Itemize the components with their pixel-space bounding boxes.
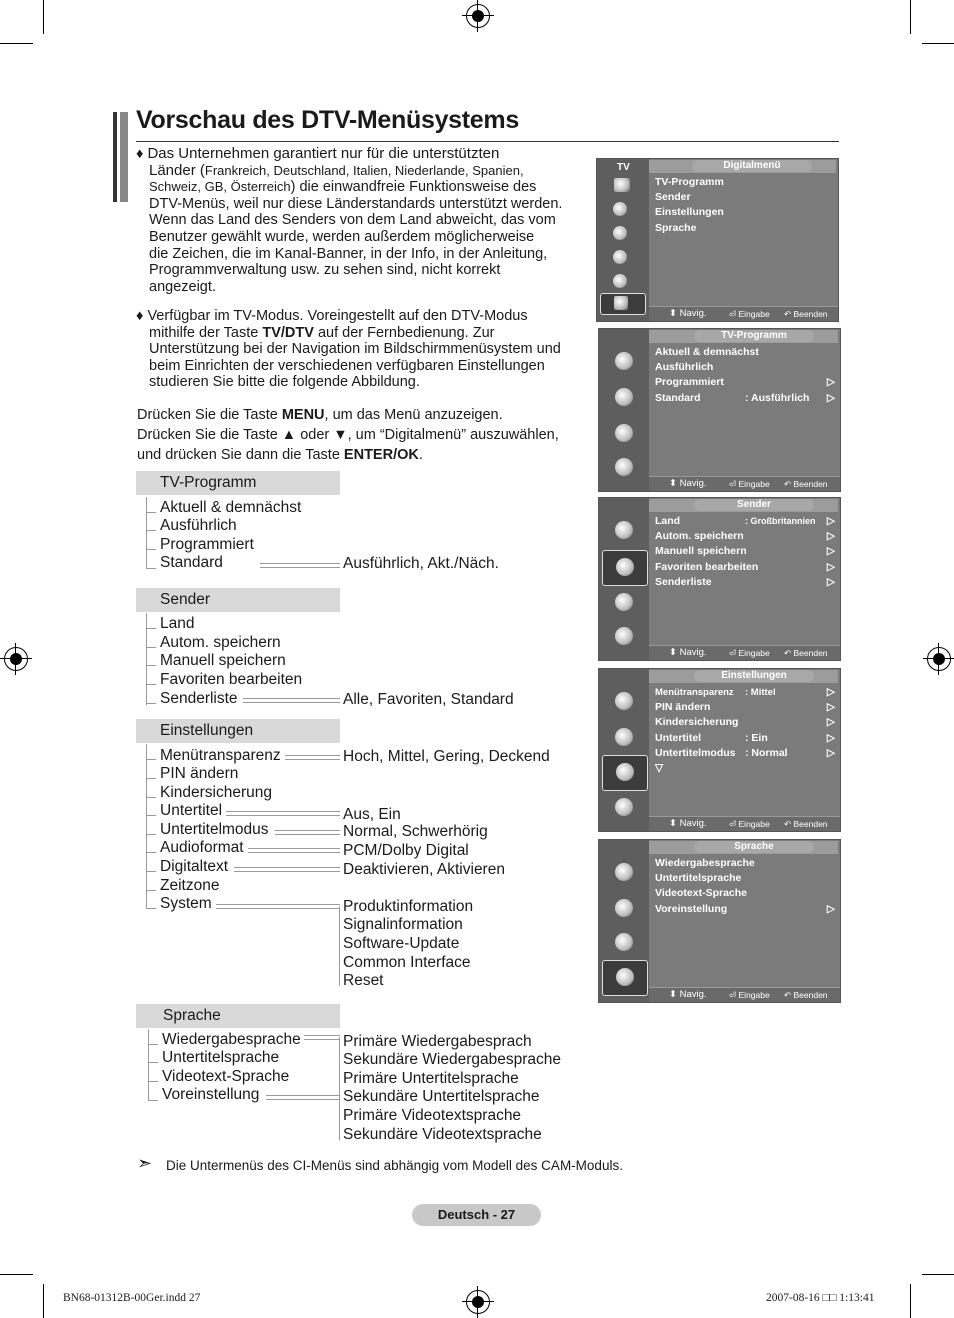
globe-icon[interactable]: [602, 685, 646, 719]
satellite-icon[interactable]: [602, 892, 646, 926]
menu-item: System: [160, 895, 212, 912]
arrow-right-icon: ▷: [826, 575, 835, 588]
panel-footer: ⬍ Navig. ⏎ Eingabe ↶ Beenden: [649, 476, 840, 491]
note-arrow-icon: ➣: [137, 1153, 153, 1173]
crop-mark: [922, 43, 954, 44]
registration-mark-icon: [927, 647, 951, 671]
panel-footer: ⬍ Navig. ⏎ Eingabe ↶ Beenden: [649, 645, 840, 660]
section-header-tv-programm: TV-Programm: [136, 471, 340, 495]
section-header-einstellungen: Einstellungen: [136, 719, 340, 743]
panel-menu-item[interactable]: TV-Programm: [655, 176, 724, 188]
connector-line: [285, 755, 340, 760]
panel-item-label: Untertitelmodus: [655, 746, 736, 759]
crop-mark: [0, 43, 33, 44]
panel-item-value: : Normal: [745, 746, 788, 759]
panel-item-label: Aktuell & demnächst: [655, 346, 759, 358]
globe-icon[interactable]: [602, 856, 646, 890]
gear-icon[interactable]: [600, 247, 644, 269]
panel-footer: ⬍ Navig. ⏎ Eingabe ↶ Beenden: [649, 306, 838, 321]
panel-item-value: : Ein: [745, 731, 768, 744]
panel-menu-item[interactable]: [655, 886, 835, 901]
panel-title: Sprache: [694, 841, 814, 853]
crop-mark: [43, 0, 44, 34]
option-values: PCM/Dolby Digital: [343, 842, 469, 859]
option-values: Signalinformation: [343, 916, 463, 933]
tree-line: [146, 744, 147, 909]
panel-menu-item[interactable]: [655, 856, 835, 871]
input-icon[interactable]: [600, 271, 644, 293]
slug-date: 2007-08-16 □□ 1:13:41: [766, 1292, 875, 1304]
panel-menu-item[interactable]: [655, 700, 835, 715]
panel-menu-item[interactable]: Sender: [655, 191, 691, 204]
gear-icon[interactable]: [602, 755, 648, 791]
option-values: Ausführlich, Akt./Näch.: [343, 555, 499, 572]
tree-line: [339, 906, 340, 986]
arrow-right-icon: ▷: [826, 545, 835, 558]
satellite-icon[interactable]: [602, 721, 646, 755]
gear-icon[interactable]: [602, 586, 646, 620]
panel-menu-item[interactable]: [655, 731, 835, 746]
menu-item: Land: [160, 615, 195, 632]
note-text: Die Untermenüs des CI-Menüs sind abhängig vom Modell des CAM-Moduls.: [166, 1158, 623, 1173]
menu-item: Untertitelsprache: [162, 1049, 280, 1066]
arrow-right-icon: ▷: [826, 731, 835, 744]
panel-item-value: : Großbritannien: [745, 516, 816, 526]
option-values: Primäre Videotextsprache: [343, 1107, 522, 1124]
panel-item-label: Autom. speichern: [655, 530, 744, 543]
panel-menu-item[interactable]: [655, 902, 835, 917]
menu-item: Zeitzone: [160, 877, 220, 894]
title-bar-accent: [120, 112, 128, 202]
registration-mark-icon: [466, 1290, 490, 1314]
panel-menu-item[interactable]: [655, 544, 835, 559]
panel-menu-item[interactable]: [655, 529, 835, 544]
panel-title: Digitalmenü: [692, 160, 812, 172]
tv-icon[interactable]: [600, 175, 644, 197]
panel-item-label: Menütransparenz: [655, 687, 734, 698]
language-icon[interactable]: [602, 451, 646, 485]
arrow-right-icon: ▷: [826, 376, 835, 389]
language-icon[interactable]: [602, 620, 646, 654]
menu-item: Senderliste: [160, 690, 238, 707]
connector-line: [234, 867, 340, 872]
panel-menu-item[interactable]: [655, 715, 835, 730]
menu-item: Menütransparenz: [160, 747, 281, 764]
satellite-icon[interactable]: [602, 550, 648, 586]
arrow-right-icon: ▷: [826, 686, 835, 698]
menu-item: Voreinstellung: [162, 1086, 260, 1103]
panel-item-label: Manuell speichern: [655, 545, 747, 558]
language-icon[interactable]: [602, 791, 646, 825]
crop-mark: [910, 0, 911, 34]
panel-menu-item[interactable]: [655, 871, 835, 886]
bullet-paragraph-1: ♦ Das Unternehmen garantiert nur für die unterstützten Länder (Frankreich, Deutschland, Italien, Niederlande, Spanien, Schweiz, GB, Österreich) die einwandfreie Funktionsweise des DTV-Menüs, weil nur diese Länderstandards unterstützt werden. Wenn das Land des Senders von dem Land abweicht, das vom Benutzer gewählt wurde, werden außerdem möglicherweise die Zeichen, die im Kanal-Banner, in der Info, in der Anleitung, Programmverwaltung usw. zu sehen sind, nicht korrekt angezeigt.: [136, 145, 563, 295]
connector-line: [226, 811, 340, 816]
connector-line: [243, 698, 340, 703]
panel-item-label: Voreinstellung: [655, 902, 728, 915]
panel-title: Sender: [694, 499, 814, 511]
tree-line: [146, 497, 147, 569]
panel-menu-item[interactable]: [655, 391, 835, 406]
panel-title: TV-Programm: [694, 330, 814, 342]
panel-footer: ⬍ Navig. ⏎ Eingabe ↶ Beenden: [649, 987, 840, 1002]
arrow-right-icon: ▷: [826, 515, 835, 527]
menu-item: Ausführlich: [160, 517, 237, 534]
panel-menu-item[interactable]: [655, 560, 835, 575]
panel-menu-item[interactable]: [655, 360, 835, 375]
menu-item: Standard: [160, 554, 223, 571]
menu-item: Untertitelmodus: [160, 821, 269, 838]
connector-line: [260, 563, 340, 568]
digital-icon[interactable]: [600, 293, 646, 315]
menu-item: PIN ändern: [160, 765, 239, 782]
panel-menu-item[interactable]: [655, 345, 835, 360]
option-values: Hoch, Mittel, Gering, Deckend: [343, 748, 550, 765]
crop-mark: [0, 1274, 33, 1275]
panel-item-label: Ausführlich: [655, 361, 714, 374]
satellite-icon[interactable]: [602, 381, 646, 415]
channel-icon[interactable]: [600, 199, 644, 221]
panel-menu-item[interactable]: [655, 761, 835, 776]
option-values: Normal, Schwerhörig: [343, 823, 488, 840]
panel-menu-item[interactable]: [655, 746, 835, 761]
panel-item-label: Untertitel: [655, 731, 702, 744]
menu-item: Videotext-Sprache: [162, 1068, 290, 1085]
connector-line: [216, 904, 340, 909]
arrow-right-icon: ▷: [826, 560, 835, 573]
option-values: Primäre Untertitelsprache: [343, 1070, 519, 1087]
tv-panel-digitalmenu: [596, 158, 839, 322]
menu-item: Audioformat: [160, 839, 244, 856]
title-bar-accent: [113, 112, 117, 202]
bullet-paragraph-2: ♦ Verfügbar im TV-Modus. Voreingestellt auf den DTV-Modus mithilfe der Taste TV/DTV auf der Fernbedienung. Zur Unterstützung bei der Navigation im Bildschirmmenüsystem und beim Einrichten der verschiedenen verfügbaren Einstellungen studieren Sie bitte die folgende Abbildung.: [136, 308, 561, 391]
panel-menu-item[interactable]: [655, 514, 835, 529]
panel-menu-item[interactable]: [655, 685, 835, 700]
option-values: Sekundäre Untertitelsprache: [343, 1088, 540, 1105]
connector-line: [304, 1035, 340, 1040]
panel-item-label: ▽: [655, 761, 664, 774]
arrow-right-icon: ▷: [826, 391, 835, 404]
section-header-sender: Sender: [136, 588, 340, 612]
menu-item: Favoriten bearbeiten: [160, 671, 303, 688]
tree-line: [146, 613, 147, 705]
section-header-sprache: Sprache: [136, 1004, 340, 1028]
connector-line: [275, 830, 340, 835]
option-values: Common Interface: [343, 954, 471, 971]
option-values: Reset: [343, 972, 384, 989]
panel-item-label: Untertitelsprache: [655, 872, 742, 885]
settings-icon[interactable]: [600, 223, 644, 245]
arrow-right-icon: ▷: [826, 530, 835, 543]
panel-menu-item[interactable]: [655, 375, 835, 390]
menu-item: Aktuell & demnächst: [160, 499, 302, 516]
panel-item-label: Programmiert: [655, 376, 724, 389]
tree-line: [339, 1037, 340, 1140]
page-number: Deutsch - 27: [412, 1204, 541, 1226]
option-values: Primäre Wiedergabesprach: [343, 1033, 532, 1050]
panel-item-value: : Ausführlich: [745, 391, 810, 404]
panel-menu-item[interactable]: Einstellungen: [655, 206, 724, 219]
panel-item-label: Standard: [655, 391, 701, 404]
menu-item: Manuell speichern: [160, 652, 286, 669]
crop-mark: [910, 1284, 911, 1318]
option-values: Software-Update: [343, 935, 460, 952]
panel-footer: ⬍ Navig. ⏎ Eingabe ↶ Beenden: [649, 816, 840, 831]
connector-line: [266, 1095, 340, 1100]
panel-item-label: Kindersicherung: [655, 716, 739, 729]
panel-item-label: Land: [655, 515, 681, 527]
menu-item: Programmiert: [160, 536, 254, 553]
panel-item-label: Wiedergabesprache: [655, 857, 755, 869]
registration-mark-icon: [4, 647, 28, 671]
menu-item: Kindersicherung: [160, 784, 273, 801]
panel-item-label: PIN ändern: [655, 701, 711, 714]
option-values: Alle, Favoriten, Standard: [343, 691, 514, 708]
option-values: Sekundäre Wiedergabesprache: [343, 1051, 561, 1068]
tv-panel-sprache: [598, 839, 841, 1003]
panel-item-label: Videotext-Sprache: [655, 887, 748, 900]
bullet-icon: ♦: [136, 146, 148, 162]
bullet-icon: ♦: [136, 308, 148, 324]
option-values: Produktinformation: [343, 898, 474, 915]
panel-item-label: Favoriten bearbeiten: [655, 560, 759, 573]
title-underline: [136, 141, 839, 142]
tv-panel-sender: [598, 497, 841, 661]
connector-line: [248, 848, 340, 853]
panel-item-value: : Mittel: [745, 687, 776, 698]
registration-mark-icon: [466, 4, 490, 28]
panel-item-label: Senderliste: [655, 575, 712, 588]
crop-mark: [43, 1284, 44, 1318]
tv-panel-einstellungen: [598, 668, 841, 832]
option-values: Sekundäre Videotextsprache: [343, 1126, 542, 1143]
language-icon[interactable]: [602, 960, 648, 996]
globe-icon[interactable]: [602, 345, 646, 379]
menu-item: Autom. speichern: [160, 634, 281, 651]
menu-item: Wiedergabesprache: [162, 1031, 301, 1048]
menu-item: Untertitel: [160, 802, 223, 819]
option-values: Aus, Ein: [343, 806, 401, 823]
tree-line: [148, 1029, 149, 1101]
tv-label: TV: [617, 162, 630, 173]
globe-icon[interactable]: [602, 514, 646, 548]
crop-mark: [922, 1274, 954, 1275]
tv-panel-tv-programm: [598, 328, 841, 492]
arrow-right-icon: ▷: [826, 701, 835, 714]
option-values: Deaktivieren, Aktivieren: [343, 861, 505, 878]
page-title: Vorschau des DTV-Menüsystems: [136, 106, 519, 134]
gear-icon[interactable]: [602, 417, 646, 451]
arrow-right-icon: ▷: [826, 746, 835, 759]
panel-menu-item[interactable]: Sprache: [655, 221, 697, 234]
gear-icon[interactable]: [602, 926, 646, 960]
slug-file: BN68-01312B-00Ger.indd 27: [63, 1292, 201, 1304]
arrow-right-icon: ▷: [826, 902, 835, 915]
panel-menu-item[interactable]: [655, 575, 835, 590]
panel-title: Einstellungen: [694, 670, 814, 682]
instructions: Drücken Sie die Taste MENU, um das Menü anzuzeigen. Drücken Sie die Taste ▲ oder ▼, um “Digitalmenü” auszuwählen, und drücken Sie dann die Taste ENTER/OK.: [137, 407, 559, 463]
arrow-right-icon: ▷: [826, 716, 835, 729]
menu-item: Digitaltext: [160, 858, 229, 875]
